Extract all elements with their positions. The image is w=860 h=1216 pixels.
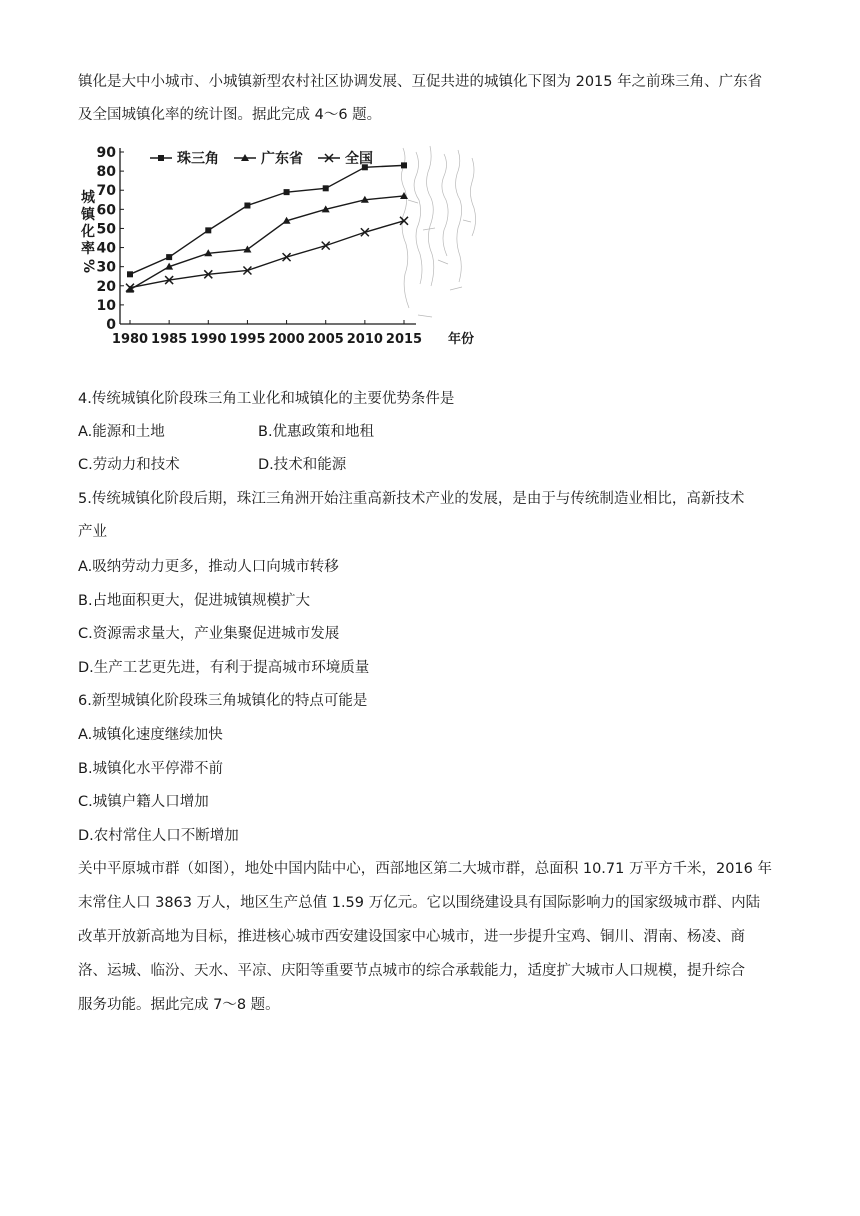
y-axis-label [80, 189, 96, 273]
series-1-point-1990 [205, 227, 211, 233]
intro2-paragraph-line-3: 改革开放新高地为目标，推进核心城市西安建设国家中心城市，进一步提升宝鸡、铜川、渭南、杨凌、商 [78, 929, 745, 945]
intro-paragraph-line-2: 及全国城镇化率的统计图。据此完成 4～6 题。 [78, 107, 382, 123]
question-6-option-a[interactable]: A.城镇化速度继续加快 [78, 727, 223, 743]
question-6-stem: 6.新型城镇化阶段珠三角城镇化的特点可能是 [78, 693, 368, 709]
series-1-point-2000 [284, 189, 290, 195]
x-tick-label-2010: 2010 [346, 332, 383, 347]
legend-label-3: 全国 [345, 151, 373, 167]
series-1-point-2005 [323, 185, 329, 191]
intro2-paragraph-line-5: 服务功能。据此完成 7～8 题。 [78, 997, 280, 1013]
question-4-stem: 4.传统城镇化阶段珠三角工业化和城镇化的主要优势条件是 [78, 391, 455, 407]
series-1-point-1985 [166, 254, 172, 260]
y-tick-label-60: 60 [96, 202, 116, 219]
x-tick-label-1995: 1995 [229, 332, 266, 347]
y-tick-label-80: 80 [96, 164, 116, 181]
chart-ticks [97, 145, 423, 347]
question-6-option-b[interactable]: B.城镇化水平停滞不前 [78, 761, 224, 777]
x-tick-label-1990: 1990 [190, 332, 227, 347]
chart-axes [120, 148, 416, 324]
y-tick-label-20: 20 [96, 278, 116, 295]
series-3-point-2015 [400, 217, 408, 225]
y-tick-label-90: 90 [96, 145, 116, 161]
x-tick-label-2000: 2000 [268, 332, 305, 347]
series-1 [127, 162, 407, 277]
series-1-point-2015 [401, 162, 407, 168]
question-5-option-b[interactable]: B.占地面积更大，促进城镇规模扩大 [78, 593, 311, 609]
x-tick-label-1985: 1985 [151, 332, 188, 347]
series-2-point-2015 [400, 192, 408, 199]
series-2 [126, 192, 408, 293]
question-6-option-d[interactable]: D.农村常住人口不断增加 [78, 828, 239, 844]
question-4-option-c[interactable]: C.劳动力和技术 [78, 457, 180, 473]
y-label-char-5: % [80, 258, 96, 274]
intro2-paragraph-line-1: 关中平原城市群（如图），地处中国内陆中心，西部地区第二大城市群，总面积 10.71 万平方千米，2016 年 [78, 861, 772, 877]
legend-marker-1 [158, 155, 164, 161]
series-1-point-1980 [127, 271, 133, 277]
y-tick-label-50: 50 [96, 221, 116, 238]
intro-paragraph-line-1: 镇化是大中小城市、小城镇新型农村社区协调发展、互促共进的城镇化下图为 2015 年之前珠三角、广东省 [78, 74, 763, 90]
series-3-point-2010 [361, 228, 369, 236]
y-label-char-2: 镇 [81, 207, 95, 223]
question-4-option-b[interactable]: B.优惠政策和地租 [258, 424, 375, 440]
series-2-point-1995 [243, 245, 251, 252]
legend-label-1: 珠三角 [177, 151, 219, 167]
series-3-point-2000 [283, 253, 291, 261]
y-tick-label-70: 70 [96, 183, 116, 200]
intro2-paragraph-line-4: 洛、运城、临汾、天水、平凉、庆阳等重要节点城市的综合承载能力，适度扩大城市人口规模，提升综合 [78, 963, 745, 979]
chart-legend [150, 150, 373, 167]
legend-label-2: 广东省 [261, 151, 303, 167]
question-4-option-a[interactable]: A.能源和土地 [78, 424, 165, 440]
y-tick-label-0: 0 [106, 317, 116, 333]
y-label-char-3: 化 [81, 224, 95, 240]
urbanization-chart-svg [78, 140, 498, 370]
urbanization-chart [78, 140, 498, 370]
x-tick-label-2005: 2005 [307, 332, 344, 347]
question-4-options-row-1 [78, 422, 374, 442]
question-5-stem-line-1: 5.传统城镇化阶段后期，珠江三角洲开始注重高新技术产业的发展，是由于与传统制造业相比，高新技术 [78, 491, 745, 507]
question-5-option-c[interactable]: C.资源需求量大，产业集聚促进城市发展 [78, 626, 340, 642]
question-4-option-d[interactable]: D.技术和能源 [258, 457, 347, 473]
chart-series-group [126, 162, 408, 292]
x-tick-label-1980: 1980 [111, 332, 149, 347]
y-label-char-1: 城 [81, 190, 95, 206]
question-5-option-d[interactable]: D.生产工艺更先进，有利于提高城市环境质量 [78, 660, 370, 676]
question-5-option-a[interactable]: A.吸纳劳动力更多，推动人口向城市转移 [78, 559, 339, 575]
question-6-option-c[interactable]: C.城镇户籍人口增加 [78, 794, 209, 810]
x-tick-label-2015: 2015 [385, 332, 423, 347]
series-1-point-1995 [244, 203, 250, 209]
question-4-options-row-2 [78, 455, 346, 475]
question-5-stem-line-2: 产业 [78, 524, 107, 540]
y-tick-label-40: 40 [96, 240, 116, 257]
series-3-point-2005 [322, 242, 330, 250]
y-tick-label-30: 30 [96, 259, 116, 276]
intro2-paragraph-line-2: 末常住人口 3863 万人，地区生产总值 1.59 万亿元。它以围绕建设具有国际影响力的国家级城市群、内陆 [78, 895, 761, 911]
y-tick-label-10: 10 [96, 297, 116, 314]
x-axis-unit-label: 年份 [448, 332, 475, 347]
y-label-char-4: 率 [81, 241, 95, 257]
series-2-line [130, 196, 404, 290]
scan-noise-decoration [401, 146, 475, 317]
